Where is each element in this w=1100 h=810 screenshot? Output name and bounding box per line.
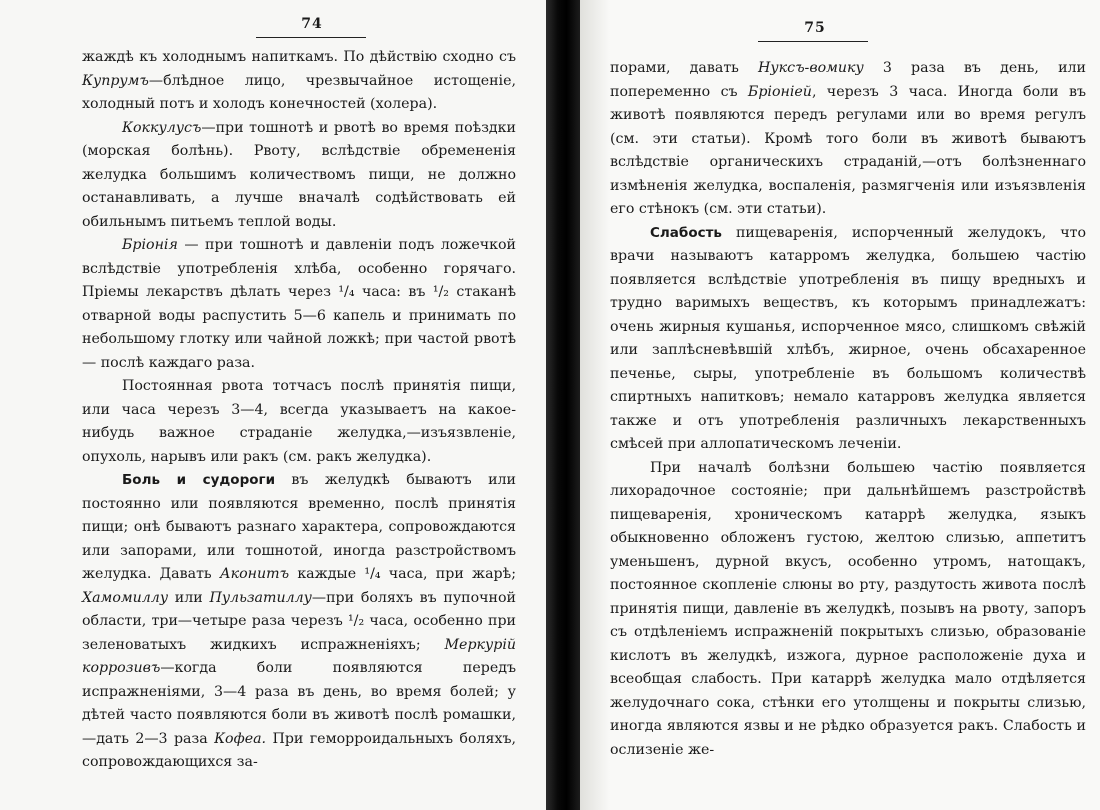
remedy-name: Хамомиллу bbox=[82, 589, 169, 606]
remedy-name: Меркурій коррозивъ bbox=[82, 636, 516, 676]
remedy-name: Пульзатиллу bbox=[209, 589, 312, 606]
text-run: порами, давать bbox=[610, 60, 759, 76]
paragraph bbox=[610, 222, 1086, 457]
text-run: жаждѣ къ холоднымъ напиткамъ. По дѣйствію сходно съ bbox=[82, 49, 516, 65]
remedy-name: Аконитъ bbox=[219, 566, 290, 582]
text-run: — при тошнотѣ и давленіи подъ ложечкой вслѣдствіе употребленія хлѣба, особенно горячаго. Пріемы лекарствъ дѣлать через ¹/₄ часа: въ ¹/₂ стаканѣ отварной воды распустить 5—6 капель и принимать по небольшому глотку или чайной ложкѣ; при частой рвотѣ — послѣ каждаго раза. bbox=[82, 237, 516, 371]
page-number: 74 bbox=[301, 16, 323, 32]
paragraph bbox=[82, 469, 516, 775]
right-page-body bbox=[610, 57, 1086, 762]
remedy-name: Кофеа. bbox=[214, 730, 267, 747]
page-number-rule bbox=[256, 37, 366, 38]
text-run: При геморроидальныхъ боляхъ, сопровождающихся за- bbox=[82, 730, 516, 770]
text-run: 3 раза въ день, или попеременно съ bbox=[610, 60, 1086, 100]
text-run: или bbox=[168, 589, 210, 606]
remedy-name: Бріоніей bbox=[747, 83, 812, 100]
page-number-rule bbox=[758, 41, 868, 42]
paragraph bbox=[82, 234, 516, 375]
text-run: —при боляхъ въ пупочной области, три—четыре раза черезъ ¹/₂ часа, особенно при зеленоватыхъ жидкихъ испражненіяхъ; bbox=[82, 589, 516, 653]
text-run: въ желудкѣ бываютъ или постоянно или появляются временно, послѣ принятія пищи; онѣ бываютъ разнаго характера, сопровождаются или запорами, или тошнотой, иногда разстройствомъ желудка. Давать bbox=[82, 472, 517, 582]
text-run: пищеваренія, испорченный желудокъ, что врачи называютъ катарромъ желудка, большею частію появляется вслѣдствіе употребленія въ пищу вредныхъ и трудно варимыхъ веществъ, къ которымъ принадлежатъ: очень жирныя кушанья, испорченное мясо, слишкомъ свѣжій или заплѣсневѣвшій хлѣбъ, жирное, очень обсахаренное печенье, сыры, употребленіе въ большомъ количествѣ спиртныхъ напитковъ; немало катарровъ желудка является также и отъ употребленія различныхъ лекарственныхъ смѣсей при аллопатическомъ леченіи. bbox=[610, 224, 1086, 452]
left-page-body bbox=[82, 46, 516, 775]
paragraph bbox=[82, 117, 516, 235]
remedy-name: Бріонія bbox=[122, 237, 178, 253]
text-run: —при тошнотѣ и рвотѣ во время поѣздки (морская болѣнь). Рвоту, вслѣдствіе обремененія желудка большимъ количествомъ пищи, не должно останавливать, а лучше вначалѣ содѣйствовать ей обильнымъ питьемъ теплой воды. bbox=[82, 119, 516, 230]
left-page bbox=[0, 0, 546, 810]
page-number: 75 bbox=[804, 20, 826, 36]
text-run: Постоянная рвота тотчасъ послѣ принятія пищи, или часа черезъ 3—4, всегда указываетъ на какое-нибудь важное страданіе желудка,—изъязвленіе, опухоль, нарывъ или ракъ (см. ракъ желудка). bbox=[82, 378, 516, 465]
remedy-name: Коккулусъ bbox=[122, 119, 202, 136]
remedy-name: Купрумъ bbox=[82, 72, 149, 89]
text-run: —когда боли появляются передъ испражненіями, 3—4 раза въ день, во время болей; у дѣтей часто появляются боли въ животѣ послѣ ромашки,—дать 2—3 раза bbox=[82, 660, 516, 747]
paragraph bbox=[610, 457, 1086, 763]
text-run: При началѣ болѣзни большею частію появляется лихорадочное состояніе; при дальнѣйшемъ разстройствѣ пищеваренія, хроническомъ катаррѣ желудка, языкъ обыкновенно обложенъ густою, желтою слизью, аппетитъ уменьшенъ, дурной вкусъ, особенно утромъ, натощакъ, постоянное скопленіе слюны во рту, раздутость живота послѣ принятія пищи, давленіе въ желудкѣ, позывъ на рвоту, запоръ съ отдѣленіемъ испражненій покрытыхъ слизью, образованіе кислотъ въ желудкѣ, изжога, дурное расположеніе духа и всеобщая слабость. При катаррѣ желудка мало отдѣляется желудочнаго сока, стѣнки его утолщены и покрыты слизью, иногда являются язвы и не рѣдко образуется ракъ. Слабость и ослизеніе же- bbox=[610, 459, 1086, 758]
paragraph bbox=[82, 375, 516, 469]
right-page bbox=[580, 0, 1100, 810]
text-run: —блѣдное лицо, чрезвычайное истощеніе, холодный потъ и холодъ конечностей (холера). bbox=[82, 72, 516, 112]
text-run: , черезъ 3 часа. Иногда боли въ животѣ появляются передъ регулами или во время регулъ (см. эти статьи). Кромѣ того боли въ животѣ бываютъ вслѣдствіе органическихъ страданій,—отъ болѣзненнаго измѣненія желудка, воспаленія, размягченія или изъязвленія его стѣнокъ (см. эти статьи). bbox=[610, 83, 1086, 217]
book-gutter bbox=[546, 0, 580, 810]
paragraph bbox=[610, 57, 1086, 222]
gutter-shadow bbox=[580, 0, 610, 810]
remedy-name: Нуксъ-вомику bbox=[758, 60, 864, 76]
text-run: каждые ¹/₄ часа, при жарѣ; bbox=[289, 566, 516, 582]
section-heading: Боль и судороги bbox=[122, 472, 276, 488]
paragraph bbox=[82, 46, 516, 117]
section-heading: Слабость bbox=[650, 224, 722, 241]
